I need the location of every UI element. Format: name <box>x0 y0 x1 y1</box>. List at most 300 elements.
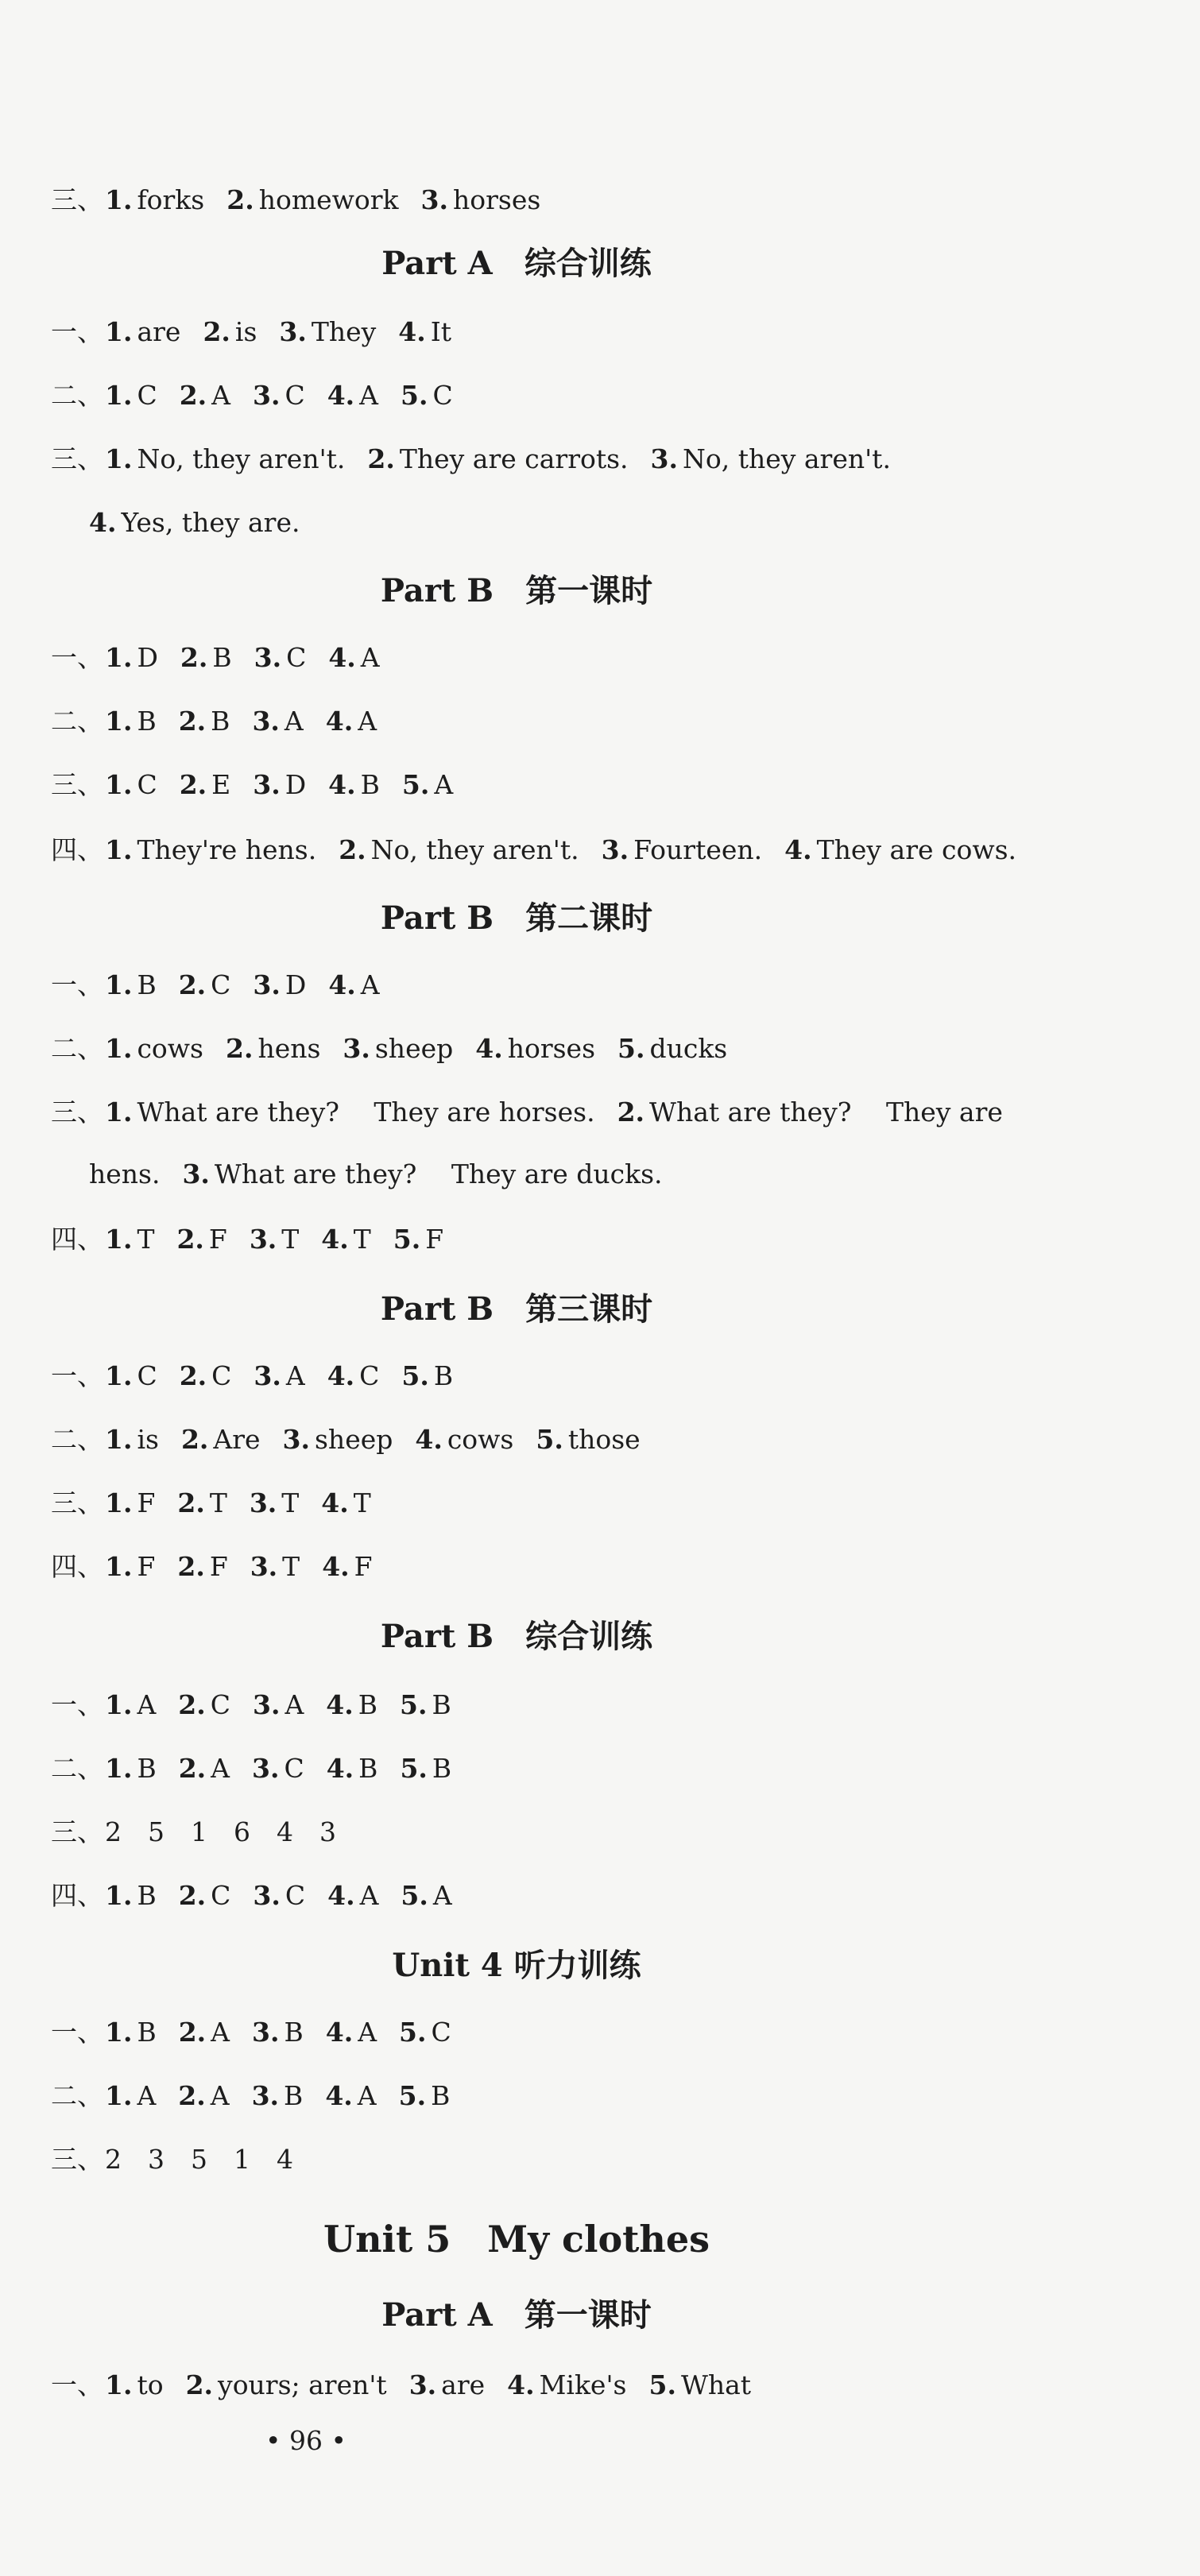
answer-item <box>253 969 306 1000</box>
answer-item <box>179 2017 230 2048</box>
question-group-label: 二、 <box>51 1424 103 1455</box>
answer-text: C <box>432 380 453 411</box>
question-group-label: 二、 <box>51 1753 103 1784</box>
answer-item <box>179 1753 230 1784</box>
answer-text: C <box>431 2017 451 2048</box>
answer-item <box>507 2369 626 2400</box>
answer-text: E <box>211 769 231 800</box>
answer-item <box>399 2080 451 2111</box>
answer-line <box>51 1551 373 1583</box>
answer-item <box>328 969 379 1000</box>
answer-number: 1. <box>105 834 133 865</box>
answer-item <box>105 1753 157 1784</box>
question-group-label: 四、 <box>51 1224 103 1255</box>
answer-text: B <box>433 1360 454 1391</box>
answer-item <box>252 2080 304 2111</box>
section-heading: Unit 5 My clothes <box>323 2218 710 2261</box>
answer-line <box>51 2080 450 2112</box>
answer-text: cows <box>137 1033 203 1064</box>
answer-text: ducks <box>649 1033 728 1064</box>
answer-number: 3. <box>650 443 678 474</box>
section-heading: Part B 第一课时 <box>380 572 653 609</box>
answer-number: 5. <box>399 2017 427 2048</box>
answer-number: 3. <box>252 2017 280 2048</box>
answer-item <box>89 507 300 538</box>
answer-item <box>226 1033 320 1064</box>
answer-line <box>51 2144 293 2176</box>
answer-line <box>51 316 451 348</box>
answer-text: A <box>360 969 380 1000</box>
answer-item <box>253 769 306 800</box>
answer-text: T <box>282 1551 300 1582</box>
answer-item <box>339 834 579 865</box>
answer-item <box>105 2144 293 2175</box>
section-heading: Part B 第三课时 <box>380 1290 653 1328</box>
answer-number: 3. <box>249 1487 277 1518</box>
answer-line <box>51 1224 443 1255</box>
answer-item <box>252 1753 304 1784</box>
section-heading: Unit 4 听力训练 <box>392 1947 641 1984</box>
answer-text: A <box>359 1880 379 1911</box>
answer-number: 4. <box>325 706 354 737</box>
answer-text: F <box>354 1551 373 1582</box>
answer-number: 3. <box>343 1033 370 1064</box>
answer-text: A <box>210 2080 230 2111</box>
answer-item <box>784 834 1016 865</box>
answer-number: 2. <box>226 184 254 215</box>
answer-number: 3. <box>253 769 281 800</box>
answer-text: yours; aren't <box>218 2369 387 2400</box>
answer-item <box>254 1360 304 1391</box>
answer-text: B <box>137 706 157 737</box>
answer-item <box>250 1551 300 1582</box>
answer-item <box>179 706 230 737</box>
answer-text: B <box>284 2080 304 2111</box>
answer-item <box>105 642 158 673</box>
answer-text: to <box>137 2369 164 2400</box>
answer-number: 2. <box>225 1033 254 1064</box>
answer-number: 2. <box>177 1487 205 1518</box>
answer-text: A <box>285 1360 305 1391</box>
answer-text: C <box>211 969 231 1000</box>
answer-text: C <box>137 769 157 800</box>
answer-text: F <box>425 1224 444 1255</box>
answer-text: B <box>284 2017 304 2048</box>
answer-item <box>328 642 379 673</box>
answer-number: 3. <box>253 1880 281 1911</box>
answer-text: A <box>137 2080 157 2111</box>
answer-item <box>327 380 378 411</box>
answer-item <box>343 1033 453 1064</box>
question-group-label: 一、 <box>51 1689 103 1720</box>
answer-line <box>51 1816 336 1848</box>
question-group-label: 三、 <box>51 1816 103 1847</box>
answer-item <box>327 1753 378 1784</box>
answer-text: T <box>281 1487 300 1518</box>
answer-item <box>402 769 453 800</box>
answer-text: C <box>359 1360 380 1391</box>
answer-number: 4. <box>321 1224 349 1255</box>
answer-item <box>182 1158 662 1189</box>
answer-number: 3. <box>279 316 307 347</box>
answer-number: 3. <box>253 1689 281 1720</box>
answer-number: 5. <box>398 2080 427 2111</box>
answer-item <box>226 184 398 215</box>
answer-text: A <box>358 706 377 737</box>
answer-number: 1. <box>105 1753 133 1784</box>
answer-number: 5. <box>617 1033 645 1064</box>
answer-item <box>105 1689 156 1720</box>
answer-number: 1. <box>105 380 133 411</box>
answer-item <box>105 706 157 737</box>
answer-number: 2. <box>176 1224 204 1255</box>
answer-line <box>51 969 380 1001</box>
answer-item <box>617 1033 727 1064</box>
answer-item <box>105 1224 154 1255</box>
answer-number: 2. <box>178 1689 206 1720</box>
answer-text: F <box>208 1224 227 1255</box>
answer-text: B <box>137 1753 157 1784</box>
answer-text: A <box>432 1880 452 1911</box>
answer-text: sheep <box>374 1033 454 1064</box>
answer-item <box>252 706 303 737</box>
answer-number: 2. <box>179 769 207 800</box>
answer-text: those <box>567 1424 641 1455</box>
answer-text: C <box>211 1360 232 1391</box>
answer-item <box>177 1487 226 1518</box>
answer-text: B <box>432 1753 452 1784</box>
answer-text: 2 5 1 6 4 3 <box>105 1816 336 1847</box>
answer-text: A <box>359 380 378 411</box>
answer-number: 1. <box>105 642 133 673</box>
answer-number: 2. <box>178 1880 207 1911</box>
answer-line <box>51 642 380 674</box>
answer-number: 1. <box>105 443 133 474</box>
question-group-label: 二、 <box>51 706 103 737</box>
answer-item <box>322 1551 372 1582</box>
answer-number: 2. <box>177 1551 205 1582</box>
answer-number: 1. <box>105 2369 133 2400</box>
answer-number: 4. <box>784 834 812 865</box>
question-group-label: 一、 <box>51 2017 103 2048</box>
answer-item <box>367 443 628 474</box>
question-group-label: 一、 <box>51 969 103 1000</box>
answer-item <box>401 1360 453 1391</box>
section-heading: Part A 综合训练 <box>381 245 652 282</box>
section-heading: Part B 第二课时 <box>380 899 653 937</box>
answer-text: is <box>137 1424 159 1455</box>
answer-item <box>105 1487 155 1518</box>
answer-number: 2. <box>339 834 366 865</box>
answer-item <box>203 316 257 347</box>
answer-number: 1. <box>105 1224 133 1255</box>
answer-item <box>321 1224 370 1255</box>
answer-item <box>327 1360 380 1391</box>
answer-item <box>283 1424 393 1455</box>
question-group-label: 二、 <box>51 2080 103 2111</box>
answer-item <box>326 706 377 737</box>
answer-text: It <box>430 316 452 347</box>
answer-number: 4. <box>327 1360 355 1391</box>
answer-number: 2. <box>179 1360 207 1391</box>
answer-text: is <box>234 316 257 347</box>
answer-number: 2. <box>185 2369 214 2400</box>
answer-item <box>105 834 316 865</box>
question-group-label: 三、 <box>51 1487 103 1518</box>
answer-line <box>51 1424 641 1456</box>
answer-line <box>51 443 891 475</box>
answer-line <box>89 507 300 539</box>
answer-text: Are <box>213 1424 261 1455</box>
answer-number: 1. <box>105 316 133 347</box>
answer-number: 4. <box>325 2017 354 2048</box>
answer-number: 4. <box>327 1880 355 1911</box>
answer-text: No, they aren't. <box>370 834 579 865</box>
answer-number: 1. <box>105 769 133 800</box>
answer-text: B <box>358 1753 378 1784</box>
answer-text: A <box>284 706 304 737</box>
question-group-label: 一、 <box>51 642 103 673</box>
answer-text: B <box>211 706 230 737</box>
answer-number: 4. <box>328 642 356 673</box>
question-group-label: 四、 <box>51 834 103 865</box>
answer-item <box>401 380 453 411</box>
answer-text: A <box>358 2017 377 2048</box>
answer-text: A <box>434 769 454 800</box>
answer-number: 4. <box>327 380 355 411</box>
answer-number: 3. <box>250 1551 278 1582</box>
answer-text: T <box>353 1224 371 1255</box>
answer-number: 5. <box>401 769 430 800</box>
answer-number: 1. <box>105 1424 133 1455</box>
answer-number: 1. <box>105 706 133 737</box>
answer-number: 1. <box>105 2017 133 2048</box>
answer-line <box>51 1360 453 1392</box>
answer-text: What <box>680 2369 752 2400</box>
answer-line <box>51 1487 371 1519</box>
answer-item <box>105 380 157 411</box>
answer-text: forks <box>137 184 205 215</box>
answer-text: What are they? They are ducks. <box>214 1158 663 1189</box>
answer-number: 4. <box>398 316 426 347</box>
question-group-label: 二、 <box>51 380 103 411</box>
answer-line <box>51 1097 1003 1128</box>
answer-item <box>180 642 232 673</box>
answer-item <box>105 184 204 215</box>
answer-text: homework <box>258 184 399 215</box>
answer-line <box>51 184 540 216</box>
answer-text: 2 3 5 1 4 <box>105 2144 293 2175</box>
answer-item <box>602 834 763 865</box>
answer-number: 2. <box>179 380 207 411</box>
section-heading: Part A 第一课时 <box>381 2296 652 2334</box>
answer-number: 1. <box>105 1033 133 1064</box>
answer-text: cows <box>447 1424 514 1455</box>
answer-text: B <box>137 1880 157 1911</box>
answer-number: 4. <box>415 1424 443 1455</box>
answer-number: 5. <box>400 1689 428 1720</box>
answer-text: T <box>353 1487 371 1518</box>
answer-number: 5. <box>401 1360 429 1391</box>
answer-item <box>252 2017 304 2048</box>
page-number: • 96 • <box>265 2425 346 2456</box>
answer-item <box>475 1033 595 1064</box>
question-group-label: 一、 <box>51 316 103 347</box>
answer-text: hens <box>257 1033 321 1064</box>
answer-item <box>326 2017 377 2048</box>
answer-item <box>279 316 376 347</box>
question-group-label: 三、 <box>51 1097 103 1127</box>
answer-number: 4. <box>326 1753 354 1784</box>
answer-number: 1. <box>105 184 133 215</box>
answer-number: 3. <box>601 834 629 865</box>
answer-item <box>536 1424 640 1455</box>
answer-number: 5. <box>401 380 428 411</box>
answer-line <box>51 769 453 801</box>
answer-text: C <box>286 642 307 673</box>
answer-text: F <box>137 1487 156 1518</box>
answer-number: 2. <box>367 443 395 474</box>
answer-item <box>393 1224 443 1255</box>
answer-line <box>51 2369 751 2401</box>
answer-text: Mike's <box>539 2369 627 2400</box>
answer-number: 3. <box>252 1753 280 1784</box>
answer-item <box>105 316 180 347</box>
answer-item <box>105 1097 595 1127</box>
answer-number: 3. <box>408 2369 437 2400</box>
answer-item <box>176 1224 226 1255</box>
answer-item <box>177 1551 227 1582</box>
answer-text: C <box>137 380 157 411</box>
question-group-label: 三、 <box>51 184 103 215</box>
answer-number: 2. <box>203 316 230 347</box>
answer-item <box>409 2369 485 2400</box>
answer-text: are <box>441 2369 486 2400</box>
answer-item <box>181 1424 261 1455</box>
answer-line <box>51 1880 452 1912</box>
answer-item <box>399 2017 451 2048</box>
answer-number: 1. <box>105 1360 133 1391</box>
answer-number: 1. <box>105 1097 133 1127</box>
answer-text: F <box>209 1551 228 1582</box>
answer-number: 4. <box>325 2080 353 2111</box>
answer-item <box>178 1689 230 1720</box>
answer-number: 2. <box>178 969 207 1000</box>
answer-text: hens. <box>89 1158 161 1189</box>
answer-line <box>51 706 377 737</box>
answer-item <box>105 1360 157 1391</box>
answer-number: 3. <box>249 1224 277 1255</box>
answer-text: C <box>137 1360 157 1391</box>
answer-item <box>105 1033 203 1064</box>
question-group-label: 三、 <box>51 2144 103 2175</box>
answer-text: are <box>137 316 181 347</box>
answer-text: They're hens. <box>137 834 317 865</box>
answer-text: A <box>211 380 230 411</box>
answer-item <box>105 2017 157 2048</box>
answer-item <box>105 2080 156 2111</box>
answer-item <box>105 1880 157 1911</box>
answer-text: B <box>137 969 157 1000</box>
answer-item <box>180 380 230 411</box>
answer-text: B <box>137 2017 157 2048</box>
answer-item <box>421 184 541 215</box>
answer-item <box>180 769 231 800</box>
answer-item <box>178 2080 229 2111</box>
answer-text: Yes, they are. <box>121 507 300 538</box>
answer-number: 1. <box>105 969 133 1000</box>
answer-text: A <box>285 1689 304 1720</box>
answer-item <box>253 1689 304 1720</box>
answer-item <box>105 1551 155 1582</box>
answer-item <box>253 1880 305 1911</box>
answer-line <box>51 1753 451 1785</box>
answer-item <box>253 380 305 411</box>
answer-item <box>105 1424 159 1455</box>
answer-text: D <box>137 642 158 673</box>
answer-number: 3. <box>251 2080 280 2111</box>
answer-item <box>105 769 157 800</box>
answer-line <box>51 380 453 412</box>
answer-item <box>415 1424 513 1455</box>
answer-number: 2. <box>178 1753 207 1784</box>
answer-number: 4. <box>89 507 117 538</box>
answer-number: 4. <box>321 1487 349 1518</box>
answer-line <box>51 2017 451 2048</box>
answer-item <box>254 642 307 673</box>
answer-text: C <box>211 1880 231 1911</box>
answer-text: horses <box>452 184 541 215</box>
answer-number: 1. <box>105 1551 133 1582</box>
answer-number: 3. <box>253 380 281 411</box>
answer-number: 5. <box>393 1224 421 1255</box>
answer-text: B <box>212 642 232 673</box>
answer-text: A <box>360 642 380 673</box>
answer-text: B <box>360 769 380 800</box>
answer-item <box>651 443 891 474</box>
answer-item <box>398 316 451 347</box>
answer-text: A <box>137 1689 157 1720</box>
answer-item <box>186 2369 387 2400</box>
answer-item <box>180 1360 232 1391</box>
answer-item <box>179 969 231 1000</box>
answer-text: They are carrots. <box>399 443 629 474</box>
answer-item <box>105 1816 336 1847</box>
answer-text: C <box>284 1753 304 1784</box>
answer-line <box>51 1033 727 1065</box>
answer-number: 3. <box>252 706 280 737</box>
answer-text: Fourteen. <box>633 834 763 865</box>
answer-item <box>617 1097 1003 1127</box>
answer-number: 5. <box>648 2369 676 2400</box>
answer-number: 3. <box>182 1158 210 1189</box>
answer-text: What are they? They are <box>649 1097 1003 1127</box>
answer-number: 2. <box>178 2080 206 2111</box>
answer-item <box>105 969 157 1000</box>
question-group-label: 四、 <box>51 1880 103 1911</box>
answer-number: 3. <box>253 969 281 1000</box>
question-group-label: 一、 <box>51 1360 103 1391</box>
answer-text: B <box>358 1689 378 1720</box>
answer-text: What are they? They are horses. <box>137 1097 595 1127</box>
answer-text: F <box>137 1551 156 1582</box>
answer-number: 5. <box>400 1753 428 1784</box>
answer-number: 2. <box>617 1097 645 1127</box>
answer-line <box>89 1158 663 1190</box>
answer-text: C <box>285 1880 306 1911</box>
answer-number: 3. <box>282 1424 310 1455</box>
answer-item <box>321 1487 370 1518</box>
